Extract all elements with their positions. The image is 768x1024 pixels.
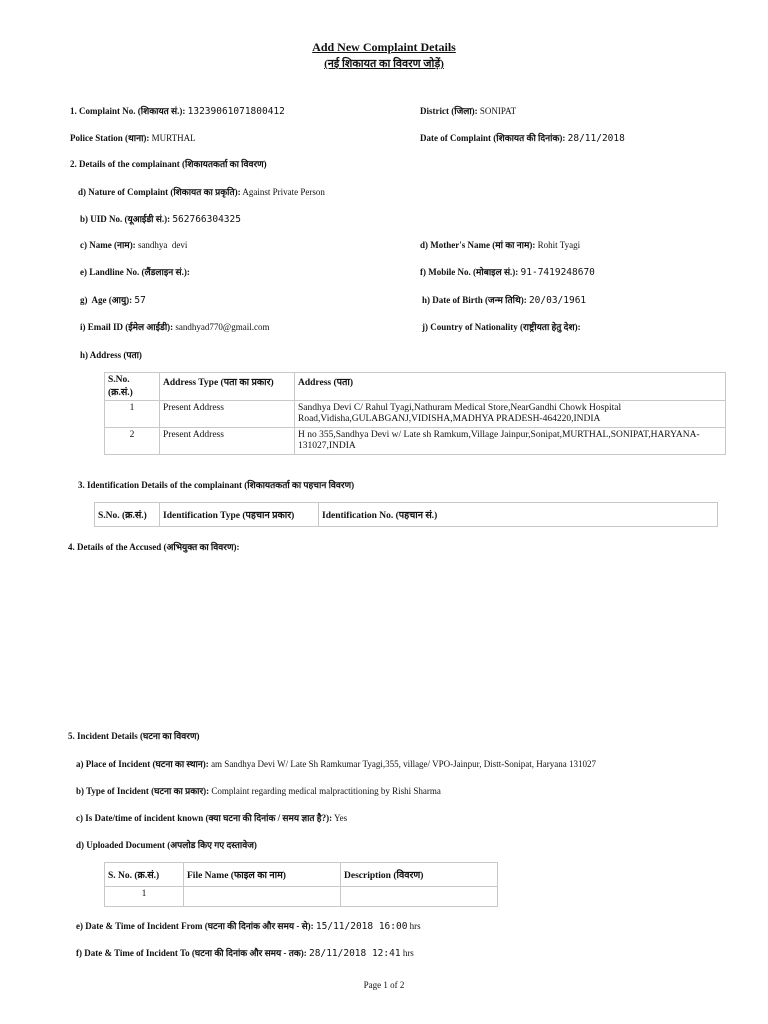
nature-value: Against Private Person bbox=[242, 187, 325, 197]
police-station-value: MURTHAL bbox=[151, 133, 196, 143]
mobile-field bbox=[420, 265, 595, 278]
name-label: c) Name (नाम): bbox=[80, 240, 136, 250]
section2-heading: 2. Details of the complainant (शिकायतकर्ता का विवरण) bbox=[70, 159, 267, 169]
doc-row-description bbox=[341, 887, 498, 907]
nature-field bbox=[78, 185, 325, 198]
incident-to-unit: hrs bbox=[402, 948, 414, 958]
address-row-address: Sandhya Devi C/ Rahul Tyagi,Nathuram Medical Store,NearGandhi Chowk Hospital Road,Vidisha,GULABGANJ,VIDISHA,MADHYA PRADESH-464220,INDIA bbox=[295, 401, 726, 428]
dob-value: 20/03/1961 bbox=[528, 295, 587, 306]
mobile-value: 91-7419248670 bbox=[520, 267, 595, 278]
incident-from-label: e) Date & Time of Incident From (घटना की दिनांक और समय - से): bbox=[76, 921, 314, 931]
identification-table-header bbox=[95, 503, 718, 527]
name-value: sandhya devi bbox=[137, 240, 188, 250]
age-field bbox=[80, 293, 146, 306]
police-station-field bbox=[70, 131, 196, 144]
id-col-type: Identification Type (पहचान प्रकार) bbox=[160, 503, 319, 527]
address-col-address: Address (पता) bbox=[295, 373, 726, 401]
dob-field bbox=[422, 293, 586, 306]
place-label: a) Place of Incident (घटना का स्थान): bbox=[76, 759, 209, 769]
table-row bbox=[105, 887, 498, 907]
email-value: sandhyad770@gmail.com bbox=[175, 322, 270, 332]
date-of-complaint-value: 28/11/2018 bbox=[567, 133, 625, 144]
district-value: SONIPAT bbox=[479, 106, 517, 116]
address-heading: h) Address (पता) bbox=[80, 350, 142, 360]
incident-from-value: 15/11/2018 16:00 bbox=[315, 921, 408, 932]
date-known-label: c) Is Date/time of incident known (क्या घटना की दिनांक / समय ज्ञात है?): bbox=[76, 813, 333, 823]
incident-to-label: f) Date & Time of Incident To (घटना की दिनांक और समय - तक): bbox=[76, 948, 307, 958]
address-col-sno: S.No. (क्र.सं.) bbox=[105, 373, 160, 401]
incident-to-value: 28/11/2018 12:41 bbox=[309, 948, 401, 959]
incident-type-label: b) Type of Incident (घटना का प्रकार): bbox=[76, 786, 210, 796]
documents-table bbox=[104, 862, 498, 907]
nationality-label: j) Country of Nationality (राष्ट्रीयता हेतु देश): bbox=[422, 322, 581, 332]
page-footer: Page 1 of 2 bbox=[363, 980, 405, 990]
incident-from-unit: hrs bbox=[409, 921, 421, 931]
district-field bbox=[420, 104, 516, 117]
email-field bbox=[80, 320, 269, 333]
age-label: g) Age (आयु): bbox=[80, 295, 133, 305]
table-row bbox=[105, 401, 726, 428]
doc-row-sno: 1 bbox=[105, 887, 184, 907]
doc-col-description: Description (विवरण) bbox=[341, 863, 498, 887]
district-label: District (जिला): bbox=[420, 106, 478, 116]
nationality-field bbox=[422, 320, 581, 333]
mother-field bbox=[420, 238, 580, 251]
complaint-no-value: 13239061071800412 bbox=[187, 106, 285, 117]
uid-field bbox=[80, 212, 241, 225]
landline-field bbox=[80, 265, 190, 278]
page-title: Add New Complaint Details bbox=[312, 40, 456, 54]
section3-heading: 3. Identification Details of the complainant (शिकायतकर्ता का पहचान विवरण) bbox=[78, 480, 355, 490]
mother-value: Rohit Tyagi bbox=[537, 240, 581, 250]
address-row-address: H no 355,Sandhya Devi w/ Late sh Ramkum,Village Jainpur,Sonipat,MURTHAL,SONIPAT,HARYANA-131027,INDIA bbox=[295, 428, 726, 455]
section5-heading: 5. Incident Details (घटना का विवरण) bbox=[68, 731, 200, 741]
id-col-sno: S.No. (क्र.सं.) bbox=[95, 503, 160, 527]
incident-from-field bbox=[76, 919, 421, 932]
address-row-type: Present Address bbox=[160, 428, 295, 455]
section4-heading: 4. Details of the Accused (अभियुक्त का विवरण): bbox=[68, 542, 240, 552]
address-table bbox=[104, 372, 726, 455]
incident-type-field bbox=[76, 784, 441, 797]
uid-label: b) UID No. (यूआईडी सं.): bbox=[80, 214, 171, 224]
address-col-type: Address Type (पता का प्रकार) bbox=[160, 373, 295, 401]
name-field bbox=[80, 238, 187, 251]
address-row-type: Present Address bbox=[160, 401, 295, 428]
landline-label: e) Landline No. (लैंडलाइन सं.): bbox=[80, 267, 190, 277]
police-station-label: Police Station (थाना): bbox=[70, 133, 150, 143]
uploaded-heading: d) Uploaded Document (अपलोड किए गए दस्तावेज) bbox=[76, 840, 257, 850]
uid-value: 562766304325 bbox=[172, 214, 241, 225]
complaint-no-field bbox=[70, 104, 285, 117]
address-row-sno: 1 bbox=[105, 401, 160, 428]
incident-to-field bbox=[76, 946, 414, 959]
nature-label: d) Nature of Complaint (शिकायत का प्रकृति): bbox=[78, 187, 241, 197]
doc-col-sno: S. No. (क्र.सं.) bbox=[105, 863, 184, 887]
doc-col-filename: File Name (फाइल का नाम) bbox=[184, 863, 341, 887]
table-row bbox=[105, 428, 726, 455]
documents-table-header bbox=[105, 863, 498, 887]
page-subtitle: (नई शिकायत का विवरण जोड़ें) bbox=[324, 58, 444, 70]
date-of-complaint-field bbox=[420, 131, 625, 144]
mobile-label: f) Mobile No. (मोबाइल सं.): bbox=[420, 267, 519, 277]
dob-label: h) Date of Birth (जन्म तिथि): bbox=[422, 295, 527, 305]
address-table-header bbox=[105, 373, 726, 401]
identification-table bbox=[94, 502, 718, 527]
id-col-number: Identification No. (पहचान सं.) bbox=[319, 503, 718, 527]
date-known-value: Yes bbox=[334, 813, 348, 823]
mother-label: d) Mother's Name (मां का नाम): bbox=[420, 240, 536, 250]
incident-type-value: Complaint regarding medical malpractitioning by Rishi Sharma bbox=[211, 786, 441, 796]
address-row-sno: 2 bbox=[105, 428, 160, 455]
email-label: i) Email ID (ईमेल आईडी): bbox=[80, 322, 174, 332]
place-value: am Sandhya Devi W/ Late Sh Ramkumar Tyagi,355, village/ VPO-Jainpur, Distt-Sonipat, Haryana 131027 bbox=[211, 759, 597, 769]
date-of-complaint-label: Date of Complaint (शिकायत की दिनांक): bbox=[420, 133, 566, 143]
place-field bbox=[76, 757, 596, 770]
date-known-field bbox=[76, 811, 347, 824]
complaint-no-label: 1. Complaint No. (शिकायत सं.): bbox=[70, 106, 186, 116]
age-value: 57 bbox=[134, 295, 146, 306]
doc-row-filename bbox=[184, 887, 341, 907]
